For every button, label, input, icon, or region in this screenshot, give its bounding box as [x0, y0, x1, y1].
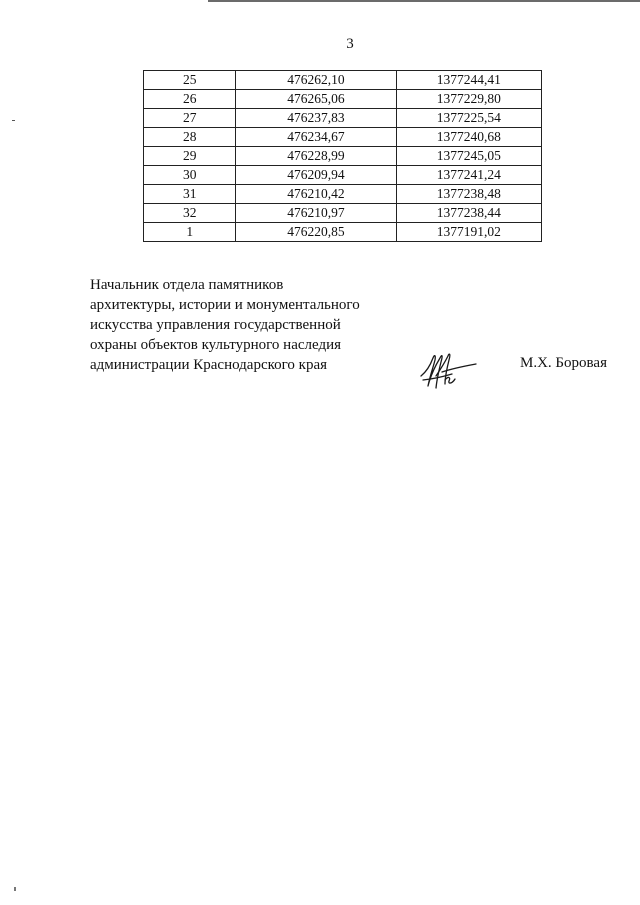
- x-coordinate-cell: 476220,85: [236, 223, 396, 242]
- y-coordinate-cell: 1377241,24: [396, 166, 541, 185]
- point-number-cell: 25: [144, 71, 236, 90]
- x-coordinate-cell: 476237,83: [236, 109, 396, 128]
- y-coordinate-cell: 1377191,02: [396, 223, 541, 242]
- x-coordinate-cell: 476210,97: [236, 204, 396, 223]
- table-row: [144, 71, 542, 90]
- table-row: [144, 204, 542, 223]
- point-number-cell: 32: [144, 204, 236, 223]
- position-line: охраны объектов культурного наследия: [90, 337, 342, 353]
- table-row: [144, 128, 542, 147]
- coordinates-table: [143, 70, 542, 242]
- position-line: Начальник отдела памятников: [90, 277, 284, 293]
- table-row: [144, 109, 542, 128]
- table-row: [144, 147, 542, 166]
- scan-speck: [14, 887, 16, 891]
- x-coordinate-cell: 476234,67: [236, 128, 396, 147]
- point-number-cell: 30: [144, 166, 236, 185]
- y-coordinate-cell: 1377238,44: [396, 204, 541, 223]
- point-number-cell: 1: [144, 223, 236, 242]
- signatory-name: М.Х. Боровая: [520, 355, 607, 371]
- table-row: [144, 166, 542, 185]
- point-number-cell: 26: [144, 90, 236, 109]
- table-row: [144, 223, 542, 242]
- position-line: архитектуры, истории и монументального: [90, 297, 360, 313]
- y-coordinate-cell: 1377240,68: [396, 128, 541, 147]
- y-coordinate-cell: 1377225,54: [396, 109, 541, 128]
- x-coordinate-cell: 476265,06: [236, 90, 396, 109]
- point-number-cell: 27: [144, 109, 236, 128]
- y-coordinate-cell: 1377229,80: [396, 90, 541, 109]
- table-row: [144, 90, 542, 109]
- point-number-cell: 29: [144, 147, 236, 166]
- y-coordinate-cell: 1377238,48: [396, 185, 541, 204]
- x-coordinate-cell: 476228,99: [236, 147, 396, 166]
- table-row: [144, 185, 542, 204]
- signatory-position: [90, 275, 390, 375]
- page-number: 3: [346, 36, 354, 52]
- signature-scribble-icon: [418, 346, 480, 394]
- x-coordinate-cell: 476262,10: [236, 71, 396, 90]
- point-number-cell: 31: [144, 185, 236, 204]
- y-coordinate-cell: 1377244,41: [396, 71, 541, 90]
- position-line: искусства управления государственной: [90, 317, 341, 333]
- scan-speck: [12, 120, 15, 121]
- x-coordinate-cell: 476210,42: [236, 185, 396, 204]
- x-coordinate-cell: 476209,94: [236, 166, 396, 185]
- y-coordinate-cell: 1377245,05: [396, 147, 541, 166]
- handwritten-signature: [418, 346, 480, 394]
- point-number-cell: 28: [144, 128, 236, 147]
- scan-edge-line: [208, 0, 640, 2]
- position-line: администрации Краснодарского края: [90, 357, 328, 373]
